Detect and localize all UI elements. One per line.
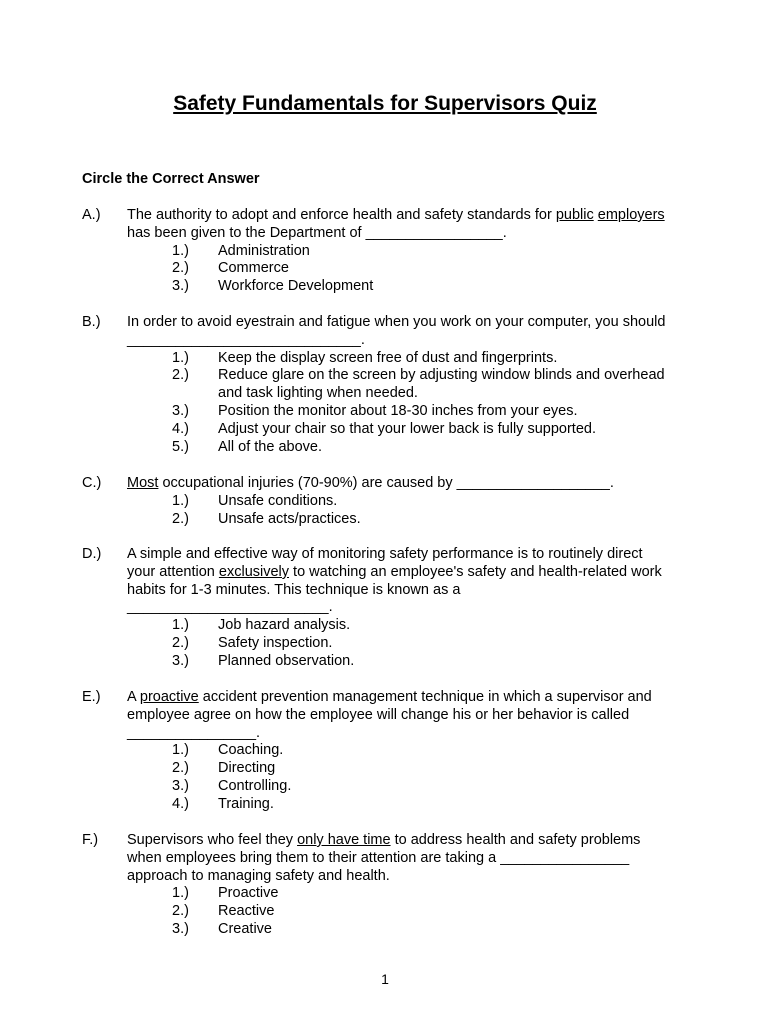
options-list bbox=[0, 493, 770, 529]
option-text: Planned observation. bbox=[218, 652, 355, 669]
underlined-word: only have time bbox=[297, 832, 391, 848]
text-run: accident prevention management technique in which a supervisor and bbox=[198, 689, 652, 705]
question-label: E.) bbox=[82, 689, 101, 705]
option-number: 3.) bbox=[172, 777, 189, 794]
option-number: 4.) bbox=[172, 420, 189, 437]
option-number: 2.) bbox=[172, 367, 189, 384]
text-line: when employees bring them to their attention are taking a ________________ bbox=[127, 849, 630, 866]
question-text bbox=[127, 314, 707, 350]
option-number: 2.) bbox=[172, 510, 189, 527]
text-run: your attention bbox=[127, 563, 219, 580]
option-number: 1.) bbox=[172, 242, 189, 259]
option[interactable] bbox=[0, 635, 770, 653]
option-number: 4.) bbox=[172, 795, 189, 812]
text-line: approach to managing safety and health. bbox=[127, 867, 390, 884]
text-line: _________________________. bbox=[127, 599, 333, 616]
question-label: D.) bbox=[82, 546, 102, 562]
text-line: habits for 1-3 minutes. This technique is known as a bbox=[127, 581, 461, 598]
question-text bbox=[127, 207, 707, 243]
option-text: Creative bbox=[218, 920, 272, 937]
option-continuation bbox=[0, 385, 770, 403]
option-number: 1.) bbox=[172, 885, 189, 902]
option-text: Reactive bbox=[218, 903, 275, 920]
option[interactable] bbox=[0, 885, 770, 903]
underlined-word: public bbox=[555, 207, 594, 223]
text-line: employee agree on how the employee will change his or her behavior is called bbox=[127, 706, 630, 723]
option[interactable] bbox=[0, 367, 770, 385]
option-number: 1.) bbox=[172, 617, 189, 634]
option[interactable] bbox=[0, 778, 770, 796]
text-run: A bbox=[127, 689, 140, 705]
option-text: Administration bbox=[218, 242, 310, 259]
text-line: ________________. bbox=[127, 724, 261, 741]
option-text: Controlling. bbox=[218, 777, 292, 794]
page-title: Safety Fundamentals for Supervisors Quiz bbox=[173, 92, 597, 115]
options-list bbox=[0, 617, 770, 670]
option-number: 2.) bbox=[172, 760, 189, 777]
option-text: Unsafe acts/practices. bbox=[218, 510, 361, 527]
question-text bbox=[127, 546, 707, 617]
option[interactable] bbox=[0, 439, 770, 457]
question-label: A.) bbox=[82, 207, 101, 223]
option[interactable] bbox=[0, 403, 770, 421]
option[interactable] bbox=[0, 742, 770, 760]
option[interactable] bbox=[0, 511, 770, 529]
underlined-word: Most bbox=[127, 475, 159, 491]
option[interactable] bbox=[0, 760, 770, 778]
option-number: 2.) bbox=[172, 903, 189, 920]
option[interactable] bbox=[0, 260, 770, 278]
option-text: Keep the display screen free of dust and fingerprints. bbox=[218, 349, 558, 366]
option[interactable] bbox=[0, 493, 770, 511]
question-label: B.) bbox=[82, 314, 101, 330]
option-text: Training. bbox=[218, 795, 274, 812]
option-text: All of the above. bbox=[218, 438, 322, 455]
option-number: 3.) bbox=[172, 652, 189, 669]
underlined-word: employers bbox=[597, 207, 665, 223]
option[interactable] bbox=[0, 350, 770, 368]
option[interactable] bbox=[0, 653, 770, 671]
text-line: _____________________________. bbox=[127, 331, 365, 348]
underlined-word: proactive bbox=[139, 689, 199, 705]
option-number: 3.) bbox=[172, 920, 189, 937]
option-text: and task lighting when needed. bbox=[218, 385, 418, 402]
instructions: Circle the Correct Answer bbox=[82, 171, 260, 187]
text-run: Supervisors who feel they bbox=[127, 832, 298, 848]
option-number: 5.) bbox=[172, 438, 189, 455]
text-line: has been given to the Department of _________________. bbox=[127, 224, 507, 241]
option-number: 1.) bbox=[172, 349, 189, 366]
option[interactable] bbox=[0, 903, 770, 921]
text-line: A simple and effective way of monitoring safety performance is to routinely direct bbox=[127, 546, 643, 562]
option[interactable] bbox=[0, 796, 770, 814]
option[interactable] bbox=[0, 617, 770, 635]
option-text: Proactive bbox=[218, 885, 279, 902]
option-text: Reduce glare on the screen by adjusting window blinds and overhead bbox=[218, 367, 665, 384]
option-text: Directing bbox=[218, 760, 276, 777]
text-run: to watching an employee's safety and health-related work bbox=[289, 563, 662, 580]
option-number: 2.) bbox=[172, 260, 189, 277]
option-number: 3.) bbox=[172, 402, 189, 419]
text-run: occupational injuries (70-90%) are caused by ___________________. bbox=[158, 475, 614, 491]
option-number: 2.) bbox=[172, 634, 189, 651]
text-run: to address health and safety problems bbox=[390, 832, 641, 848]
question-text bbox=[127, 689, 707, 742]
option-text: Safety inspection. bbox=[218, 634, 333, 651]
option[interactable] bbox=[0, 421, 770, 439]
option-text: Workforce Development bbox=[218, 278, 374, 295]
options-list bbox=[0, 350, 770, 457]
options-list bbox=[0, 742, 770, 813]
option[interactable] bbox=[0, 278, 770, 296]
question-label: F.) bbox=[82, 832, 99, 848]
options-list bbox=[0, 243, 770, 296]
option-number: 1.) bbox=[172, 742, 189, 759]
page-number: 1 bbox=[381, 971, 389, 987]
option[interactable] bbox=[0, 921, 770, 939]
text-run: The authority to adopt and enforce health and safety standards for bbox=[127, 207, 556, 223]
option-text: Commerce bbox=[218, 260, 289, 277]
question-label: C.) bbox=[82, 475, 102, 491]
option-text: Adjust your chair so that your lower back is fully supported. bbox=[218, 420, 596, 437]
option[interactable] bbox=[0, 243, 770, 261]
text-line: In order to avoid eyestrain and fatigue when you work on your computer, you should bbox=[127, 314, 666, 330]
options-list bbox=[0, 885, 770, 938]
option-number: 3.) bbox=[172, 278, 189, 295]
option-text: Coaching. bbox=[218, 742, 284, 759]
option-text: Job hazard analysis. bbox=[218, 617, 351, 634]
question-text bbox=[127, 832, 707, 885]
question-text bbox=[127, 475, 707, 493]
underlined-word: exclusively bbox=[218, 563, 290, 580]
option-text: Position the monitor about 18-30 inches from your eyes. bbox=[218, 402, 578, 419]
option-number: 1.) bbox=[172, 492, 189, 509]
option-text: Unsafe conditions. bbox=[218, 492, 338, 509]
